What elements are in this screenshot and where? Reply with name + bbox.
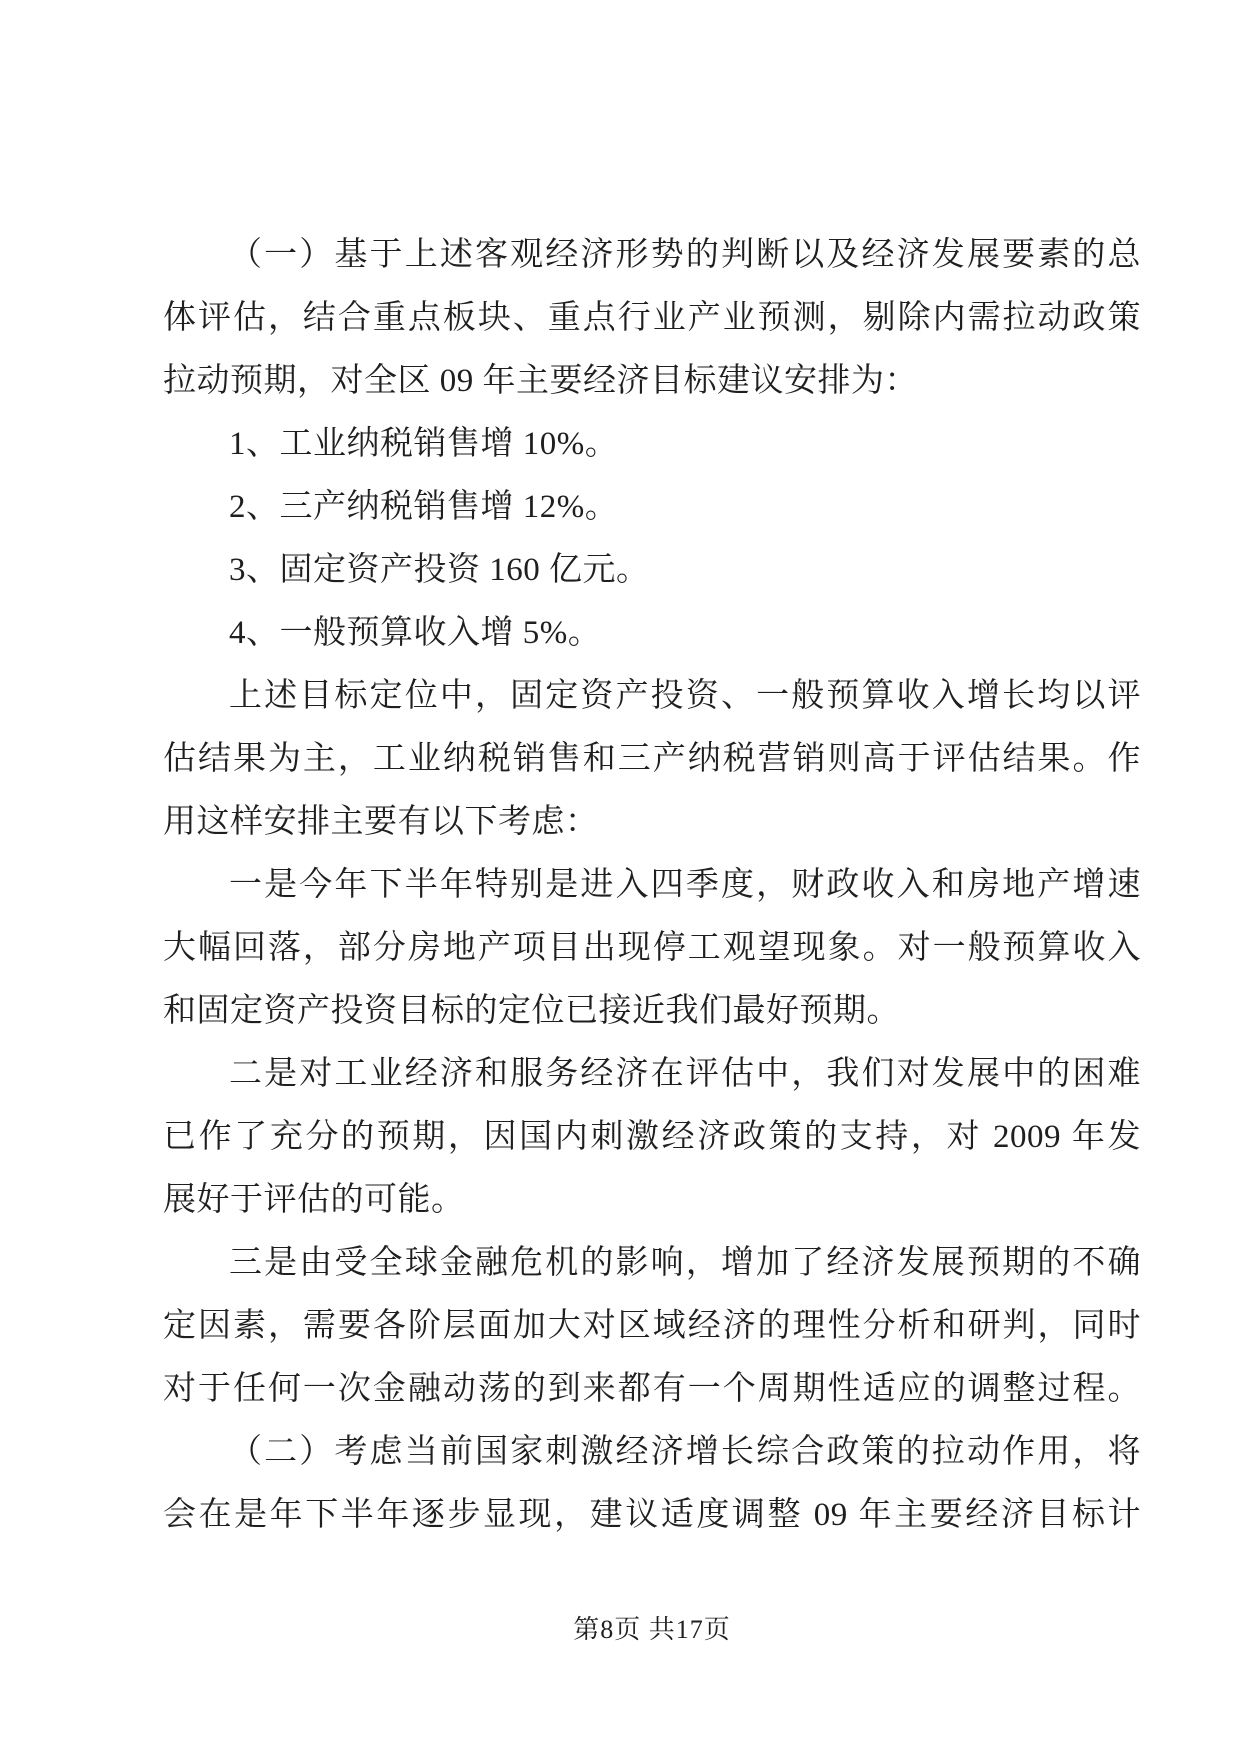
text-line: 三是由受全球金融危机的影响，增加了经济发展预期的不确 (229, 1245, 1141, 1281)
text-line: 展好于评估的可能。 (163, 1182, 465, 1218)
text-line: 估结果为主，工业纳税销售和三产纳税营销则高于评估结果。作 (163, 741, 1141, 777)
text-line: 会在是年下半年逐步显现，建议适度调整 09 年主要经济目标计 (163, 1497, 1141, 1533)
list-item-line: 1、工业纳税销售增 10%。 (229, 426, 619, 462)
document-body (163, 224, 1141, 1547)
text-line: 拉动预期，对全区 09 年主要经济目标建议安排为： (163, 363, 918, 399)
text-line: 定因素，需要各阶层面加大对区域经济的理性分析和研判，同时 (163, 1308, 1141, 1344)
text-line: 上述目标定位中，固定资产投资、一般预算收入增长均以评 (229, 678, 1141, 714)
text-line: （二）考虑当前国家刺激经济增长综合政策的拉动作用，将 (229, 1434, 1141, 1470)
text-line: （一）基于上述客观经济形势的判断以及经济发展要素的总 (229, 237, 1141, 273)
page-number-footer: 第8页 共17页 (573, 1615, 731, 1644)
text-line: 用这样安排主要有以下考虑： (163, 804, 599, 840)
list-item-line: 4、一般预算收入增 5%。 (229, 615, 602, 651)
text-line: 大幅回落，部分房地产项目出现停工观望现象。对一般预算收入 (163, 930, 1141, 966)
list-item-line: 3、固定资产投资 160 亿元。 (229, 552, 650, 588)
text-line: 对于任何一次金融动荡的到来都有一个周期性适应的调整过程。 (163, 1371, 1141, 1407)
text-line: 一是今年下半年特别是进入四季度，财政收入和房地产增速 (229, 867, 1141, 903)
text-line: 已作了充分的预期，因国内刺激经济政策的支持，对 2009 年发 (163, 1119, 1141, 1155)
text-line: 和固定资产投资目标的定位已接近我们最好预期。 (163, 993, 900, 1029)
text-line: 二是对工业经济和服务经济在评估中，我们对发展中的困难 (229, 1056, 1141, 1092)
text-line: 体评估，结合重点板块、重点行业产业预测，剔除内需拉动政策 (163, 300, 1141, 336)
list-item-line: 2、三产纳税销售增 12%。 (229, 489, 619, 525)
